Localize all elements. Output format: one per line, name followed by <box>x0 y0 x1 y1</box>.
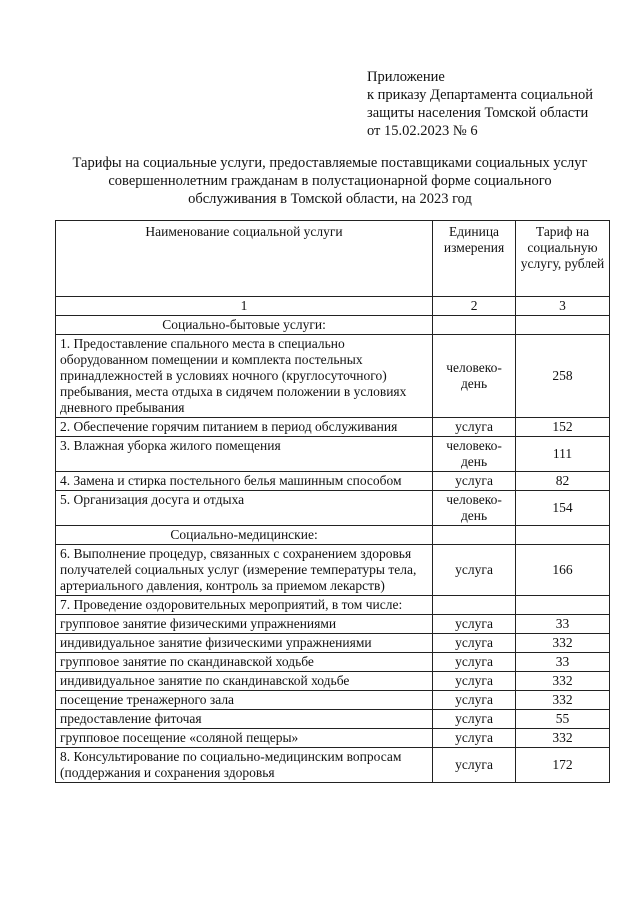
section-title: Социально-медицинские: <box>56 526 433 545</box>
empty-cell <box>516 596 610 615</box>
service-tariff: 258 <box>516 335 610 418</box>
document-title <box>40 154 620 208</box>
service-name: групповое занятие по скандинавской ходьбе <box>56 653 433 672</box>
service-tariff: 166 <box>516 545 610 596</box>
table-row <box>56 437 610 472</box>
service-name: групповое занятие физическими упражнениями <box>56 615 433 634</box>
col-number: 1 <box>56 297 433 316</box>
service-tariff: 332 <box>516 729 610 748</box>
table-row <box>56 472 610 491</box>
col-number: 2 <box>433 297 516 316</box>
section-row <box>56 526 610 545</box>
service-tariff: 33 <box>516 653 610 672</box>
service-name: индивидуальное занятие по скандинавской ходьбе <box>56 672 433 691</box>
service-unit: услуга <box>433 748 516 783</box>
table-row <box>56 491 610 526</box>
service-unit: услуга <box>433 653 516 672</box>
service-name: 3. Влажная уборка жилого помещения <box>56 437 433 472</box>
col-number: 3 <box>516 297 610 316</box>
header-unit: Единица измерения <box>433 221 516 297</box>
service-unit: услуга <box>433 691 516 710</box>
service-tariff: 152 <box>516 418 610 437</box>
service-unit: услуга <box>433 545 516 596</box>
service-name: индивидуальное занятие физическими упражнениями <box>56 634 433 653</box>
service-unit: услуга <box>433 672 516 691</box>
service-unit: человеко-день <box>433 335 516 418</box>
service-name: посещение тренажерного зала <box>56 691 433 710</box>
service-tariff: 332 <box>516 672 610 691</box>
table-row <box>56 335 610 418</box>
header-service-name: Наименование социальной услуги <box>56 221 433 297</box>
table-row <box>56 729 610 748</box>
service-unit: услуга <box>433 418 516 437</box>
service-tariff: 33 <box>516 615 610 634</box>
service-unit: человеко-день <box>433 437 516 472</box>
service-unit: человеко-день <box>433 491 516 526</box>
table-row <box>56 748 610 783</box>
tariff-table <box>55 220 610 783</box>
service-unit: услуга <box>433 634 516 653</box>
service-name: 4. Замена и стирка постельного белья машинным способом <box>56 472 433 491</box>
empty-cell <box>516 316 610 335</box>
table-row <box>56 634 610 653</box>
empty-cell <box>516 526 610 545</box>
table-row <box>56 596 610 615</box>
empty-cell <box>433 316 516 335</box>
section-title: Социально-бытовые услуги: <box>56 316 433 335</box>
service-tariff: 154 <box>516 491 610 526</box>
service-tariff: 55 <box>516 710 610 729</box>
title-line: обслуживания в Томской области, на 2023 год <box>188 191 472 207</box>
column-number-row <box>56 297 610 316</box>
service-tariff: 332 <box>516 634 610 653</box>
table-row <box>56 615 610 634</box>
appendix-line: Приложение <box>367 69 445 85</box>
section-row <box>56 316 610 335</box>
appendix-line: от 15.02.2023 № 6 <box>367 123 478 139</box>
service-unit: услуга <box>433 615 516 634</box>
title-line: совершеннолетним гражданам в полустационарной форме социального <box>108 173 552 189</box>
appendix-line: к приказу Департамента социальной <box>367 87 594 103</box>
service-name: 7. Проведение оздоровительных мероприятий, в том числе: <box>56 596 433 615</box>
service-unit: услуга <box>433 472 516 491</box>
table-row <box>56 653 610 672</box>
table-row <box>56 710 610 729</box>
empty-cell <box>433 596 516 615</box>
appendix-header <box>367 68 593 140</box>
appendix-line: защиты населения Томской области <box>367 105 589 121</box>
table-row <box>56 672 610 691</box>
service-unit: услуга <box>433 729 516 748</box>
header-tariff: Тариф на социальную услугу, рублей <box>516 221 610 297</box>
service-name: 5. Организация досуга и отдыха <box>56 491 433 526</box>
service-name: 2. Обеспечение горячим питанием в период обслуживания <box>56 418 433 437</box>
service-name: 8. Консультирование по социально-медицинским вопросам (поддержания и сохранения здоровья <box>56 748 433 783</box>
empty-cell <box>433 526 516 545</box>
service-unit: услуга <box>433 710 516 729</box>
title-line: Тарифы на социальные услуги, предоставляемые поставщиками социальных услуг <box>72 155 588 171</box>
table-row <box>56 545 610 596</box>
service-name: 6. Выполнение процедур, связанных с сохранением здоровья получателей социальных услуг (измерение температуры тела, артериального давления, контроль за приемом лекарств) <box>56 545 433 596</box>
service-name: групповое посещение «соляной пещеры» <box>56 729 433 748</box>
table-row <box>56 691 610 710</box>
service-tariff: 111 <box>516 437 610 472</box>
service-tariff: 82 <box>516 472 610 491</box>
table-header-row <box>56 221 610 297</box>
service-tariff: 332 <box>516 691 610 710</box>
service-name: предоставление фиточая <box>56 710 433 729</box>
service-name: 1. Предоставление спального места в специально оборудованном помещении и комплекта постельных принадлежностей в условиях ночного (круглосуточного) пребывания, места отдыха в сидячем положении в условиях дневного пребывания <box>56 335 433 418</box>
service-tariff: 172 <box>516 748 610 783</box>
table-row <box>56 418 610 437</box>
